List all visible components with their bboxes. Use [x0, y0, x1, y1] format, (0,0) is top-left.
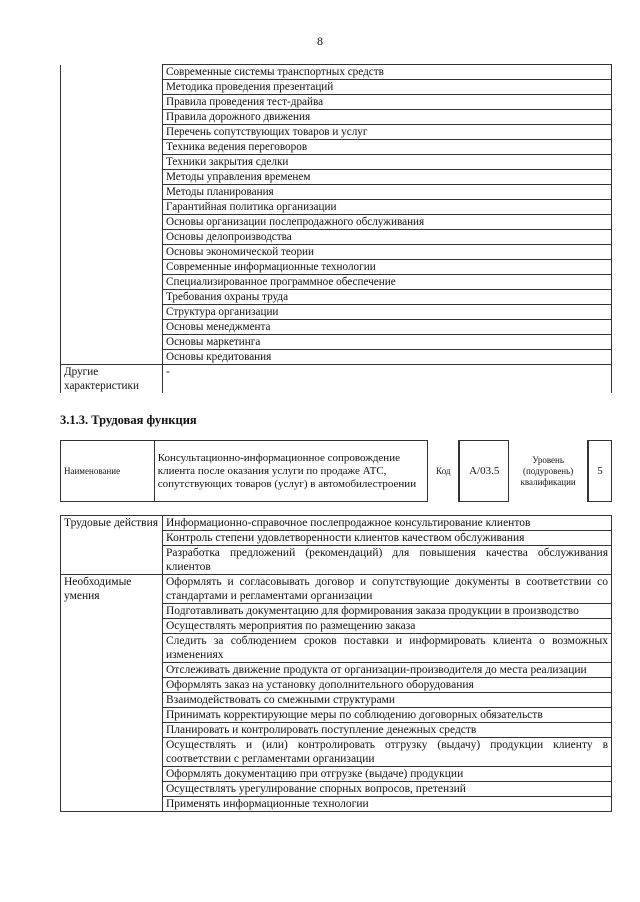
knowledge-item: Специализированное программное обеспечение [163, 275, 612, 290]
skill-item: Применять информационные технологии [163, 797, 612, 812]
skill-item: Планировать и контролировать поступление денежных средств [163, 723, 612, 738]
work-action-item: Разработка предложений (рекомендаций) для повышения качества обслуживания клиентов [163, 546, 612, 575]
function-code-label: Код [428, 440, 459, 502]
knowledge-item: Техника ведения переговоров [163, 140, 612, 155]
page-number: 8 [317, 34, 323, 48]
knowledge-item: Техники закрытия сделки [163, 155, 612, 170]
work-action-item: Информационно-справочное послепродажное консультирование клиентов [163, 516, 612, 531]
work-table [60, 515, 612, 812]
other-characteristics-label: Другие характеристики [61, 365, 163, 394]
knowledge-item: Методы управления временем [163, 170, 612, 185]
skill-item: Принимать корректирующие меры по соблюдению договорных обязательств [163, 708, 612, 723]
knowledge-item: Правила дорожного движения [163, 110, 612, 125]
function-header-table [60, 440, 612, 502]
knowledge-item: Основы экономической теории [163, 245, 612, 260]
function-code-value: А/03.5 [459, 440, 509, 502]
skill-item: Осуществлять и (или) контролировать отгрузку (выдачу) продукции клиенту в соответствии с регламентами организации [163, 738, 612, 767]
knowledge-table [60, 64, 612, 393]
knowledge-item: Основы маркетинга [163, 335, 612, 350]
knowledge-item: Гарантийная политика организации [163, 200, 612, 215]
skill-item: Подготавливать документацию для формирования заказа продукции в производство [163, 604, 612, 619]
knowledge-item: Основы кредитования [163, 350, 612, 365]
skill-item: Взаимодействовать со смежными структурами [163, 693, 612, 708]
function-name-label: Наименование [60, 440, 154, 502]
work-actions-label: Трудовые действия [61, 516, 163, 575]
knowledge-item: Перечень сопутствующих товаров и услуг [163, 125, 612, 140]
knowledge-item: Основы организации послепродажного обслуживания [163, 215, 612, 230]
skill-item: Осуществлять мероприятия по размещению заказа [163, 619, 612, 634]
knowledge-item: Методика проведения презентаций [163, 80, 612, 95]
knowledge-item: Требования охраны труда [163, 290, 612, 305]
knowledge-item: Основы менеджмента [163, 320, 612, 335]
knowledge-label-cell [61, 65, 163, 365]
knowledge-item: Современные информационные технологии [163, 260, 612, 275]
function-name-value: Консультационно-информационное сопровождение клиента после оказания услуги по продаже АТС, сопутствующих товаров (услуг) в автомобилестроении [154, 440, 429, 502]
skill-item: Осуществлять урегулирование спорных вопросов, претензий [163, 782, 612, 797]
required-skills-label: Необходимые умения [61, 575, 163, 812]
qualification-level-value: 5 [588, 440, 612, 502]
skill-item: Оформлять документацию при отгрузке (выдаче) продукции [163, 767, 612, 782]
work-action-item: Контроль степени удовлетворенности клиентов качеством обслуживания [163, 531, 612, 546]
other-characteristics-value: - [163, 365, 612, 394]
skill-item: Следить за соблюдением сроков поставки и информировать клиента о возможных изменениях [163, 634, 612, 663]
skill-item: Оформлять заказ на установку дополнительного оборудования [163, 678, 612, 693]
qualification-level-label: Уровень (подуровень) квалификации [509, 440, 588, 502]
section-heading: 3.1.3. Трудовая функция [60, 413, 197, 427]
skill-item: Оформлять и согласовывать договор и сопутствующие документы в соответствии со стандартами и регламентами организации [163, 575, 612, 604]
knowledge-item: Современные системы транспортных средств [163, 65, 612, 80]
knowledge-item: Основы делопроизводства [163, 230, 612, 245]
knowledge-item: Правила проведения тест-драйва [163, 95, 612, 110]
knowledge-item: Структура организации [163, 305, 612, 320]
knowledge-item: Методы планирования [163, 185, 612, 200]
skill-item: Отслеживать движение продукта от организации-производителя до места реализации [163, 663, 612, 678]
